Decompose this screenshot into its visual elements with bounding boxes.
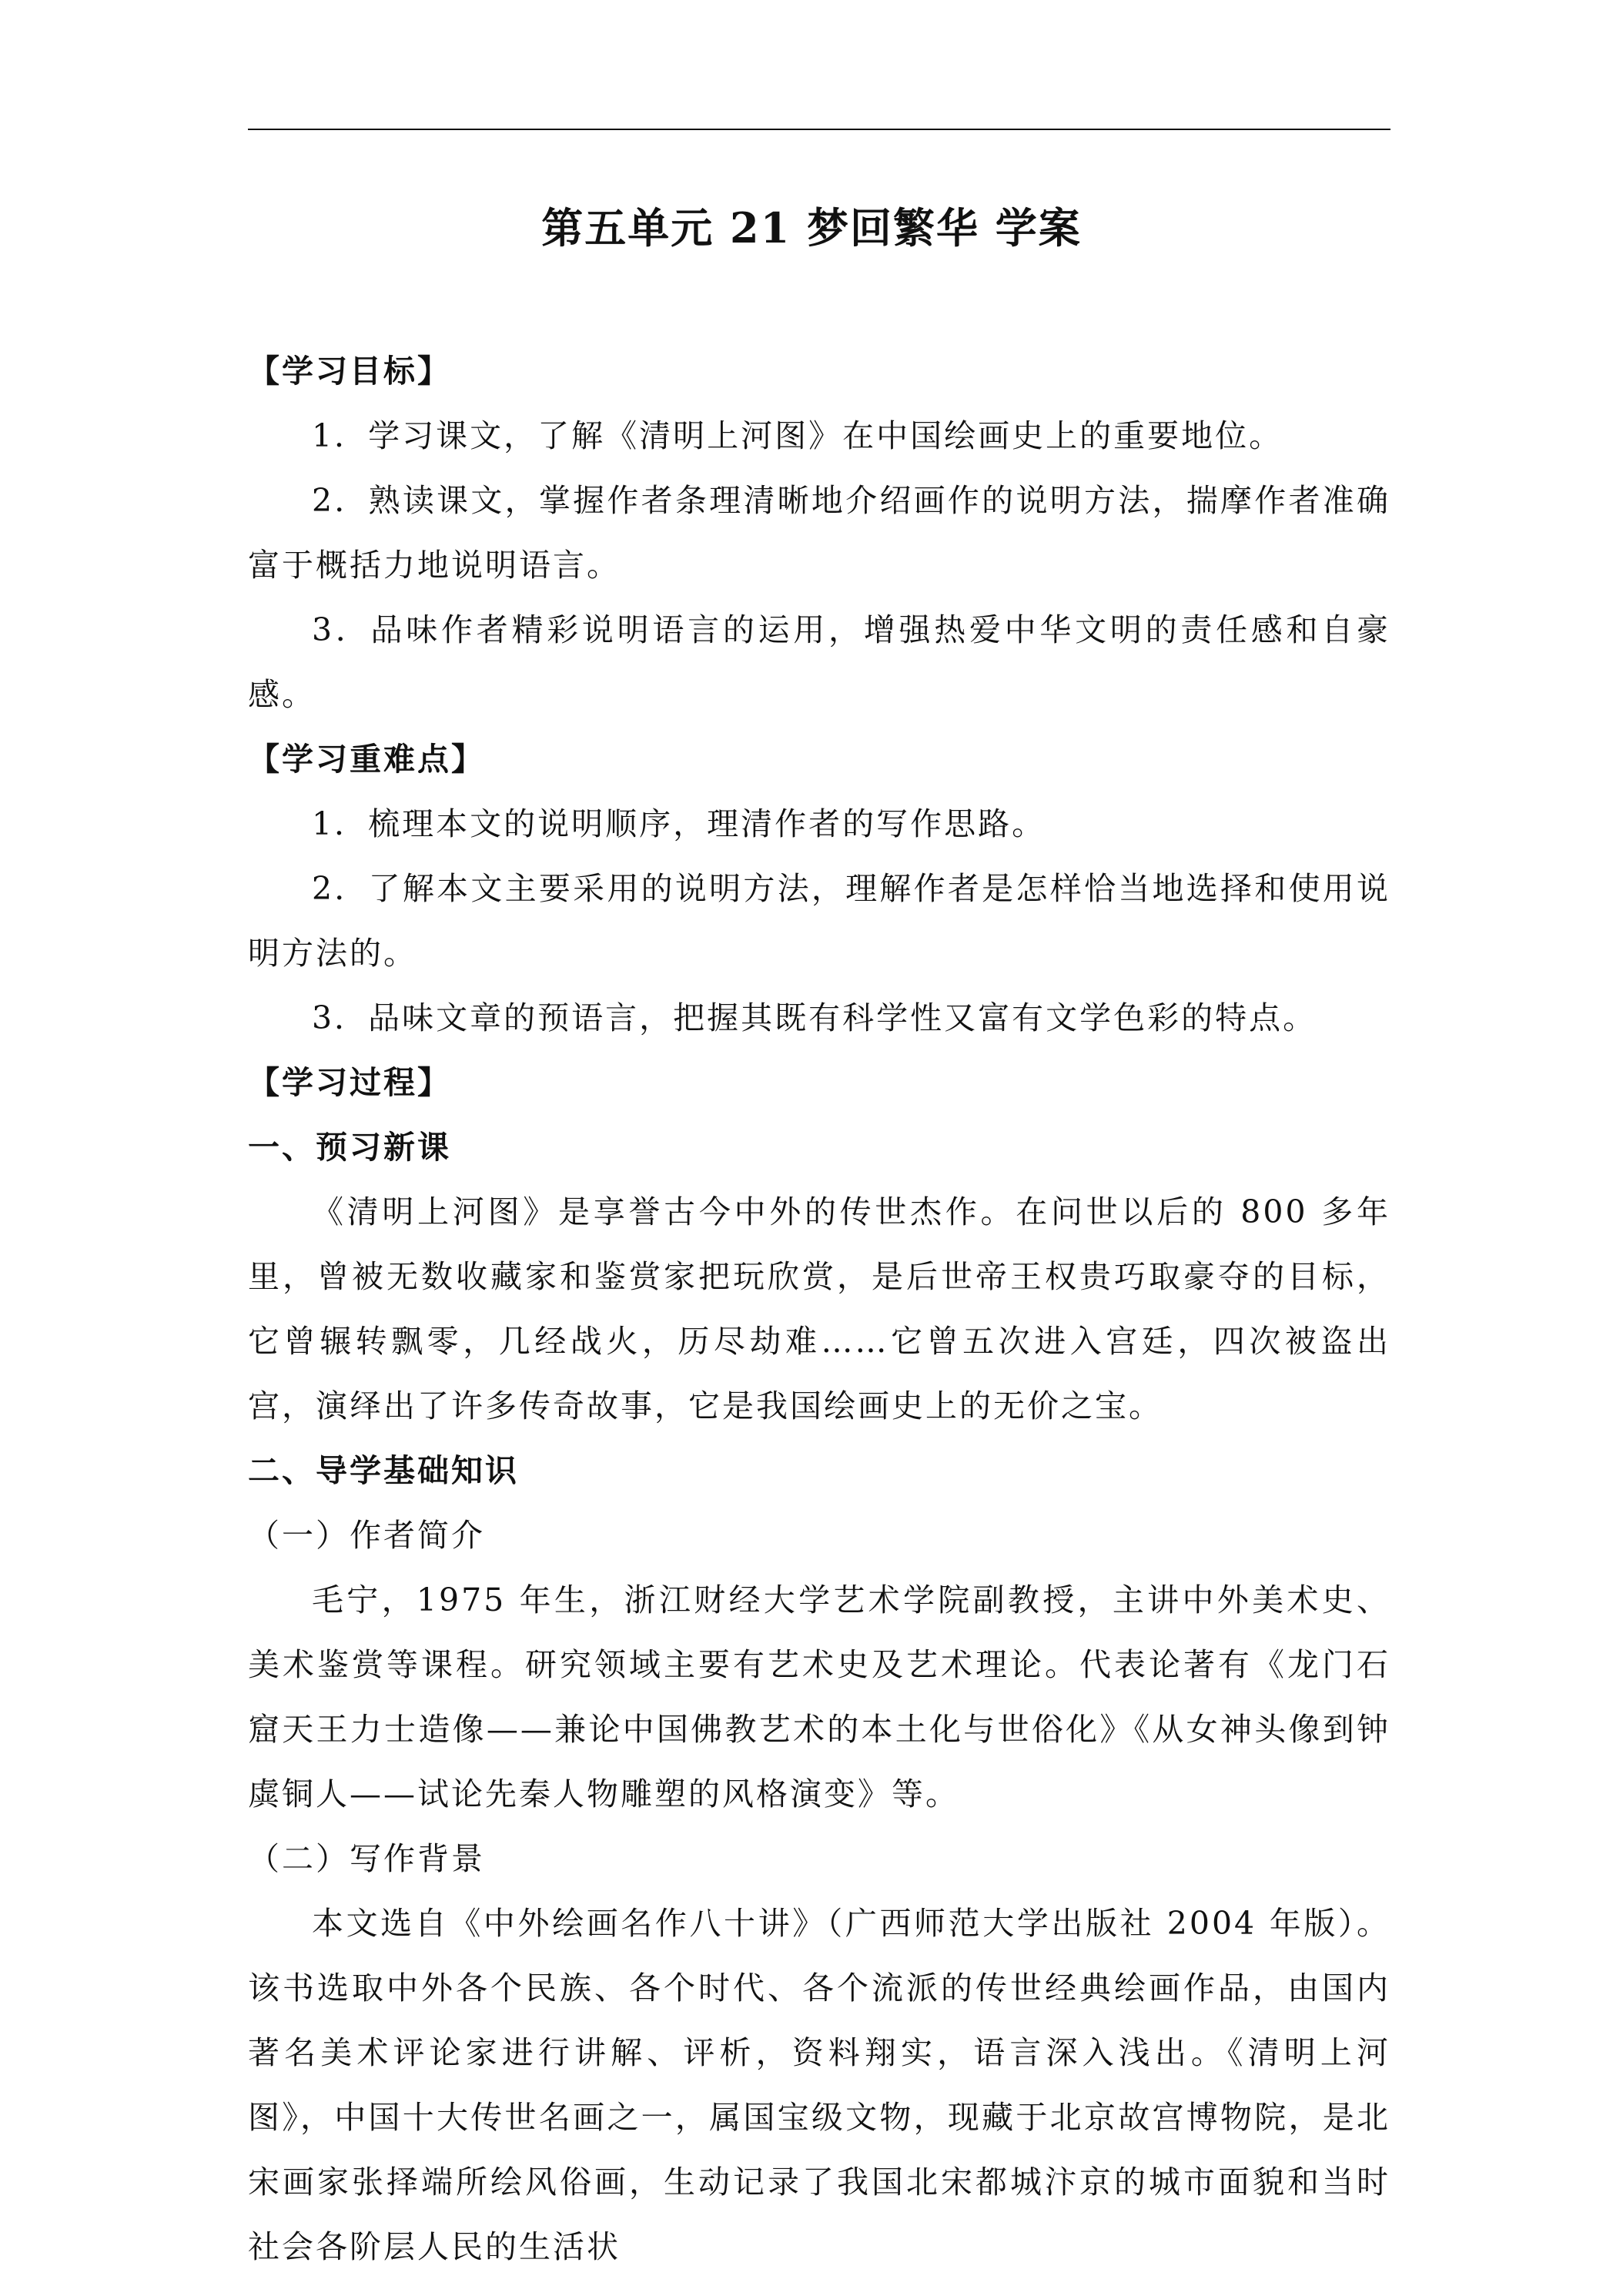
key-points-heading: 【学习重难点】 xyxy=(248,741,485,778)
part1-heading: 一、预习新课 xyxy=(248,1129,451,1166)
part1-paragraph: 《清明上河图》是享誉古今中外的传世杰作。在问世以后的 800 多年里，曾被无数收藏家和鉴赏家把玩欣赏，是后世帝王权贵巧取豪夺的目标，它曾辗转飘零，几经战火，历尽劫难……它曾五次进入宫廷，四次被盗出宫，演绎出了许多传奇故事，它是我国绘画史上的无价之宝。 xyxy=(248,1193,1390,1424)
part2-heading: 二、导学基础知识 xyxy=(248,1452,519,1489)
key-point-item: 3．品味文章的预语言，把握其既有科学性又富有文学色彩的特点。 xyxy=(312,999,1317,1036)
goals-heading: 【学习目标】 xyxy=(248,353,451,390)
author-heading: （一）作者简介 xyxy=(248,1517,485,1554)
author-paragraph: 毛宁，1975 年生，浙江财经大学艺术学院副教授，主讲中外美术史、美术鉴赏等课程。研究领域主要有艺术史及艺术理论。代表论著有《龙门石窟天王力士造像——兼论中国佛教艺术的本土化与世俗化》《从女神头像到钟虡铜人——试论先秦人物雕塑的风格演变》等。 xyxy=(248,1581,1390,1812)
background-heading: （二）写作背景 xyxy=(248,1840,485,1877)
key-point-item: 2．了解本文主要采用的说明方法，理解作者是怎样恰当地选择和使用说明方法的。 xyxy=(248,870,1390,972)
goal-item: 2．熟读课文，掌握作者条理清晰地介绍画作的说明方法，揣摩作者准确富于概括力地说明语言。 xyxy=(248,482,1390,584)
key-point-item: 1．梳理本文的说明顺序，理清作者的写作思路。 xyxy=(312,805,1046,842)
goal-item: 3．品味作者精彩说明语言的运用，增强热爱中华文明的责任感和自豪感。 xyxy=(248,611,1390,713)
document-title: 第五单元 21 梦回繁华 学案 xyxy=(541,203,1082,253)
goal-item: 1．学习课文，了解《清明上河图》在中国绘画史上的重要地位。 xyxy=(312,417,1283,454)
document-body xyxy=(248,339,1390,2279)
process-heading: 【学习过程】 xyxy=(248,1064,451,1101)
header-rule xyxy=(248,129,1390,130)
background-paragraph: 本文选自《中外绘画名作八十讲》（广西师范大学出版社 2004 年版）。该书选取中外各个民族、各个时代、各个流派的传世经典绘画作品，由国内著名美术评论家进行讲解、评析，资料翔实，语言深入浅出。《清明上河图》，中国十大传世名画之一，属国宝级文物，现藏于北京故宫博物院，是北宋画家张择端所绘风俗画，生动记录了我国北宋都城汴京的城市面貌和当时社会各阶层人民的生活状 xyxy=(248,1905,1390,2265)
